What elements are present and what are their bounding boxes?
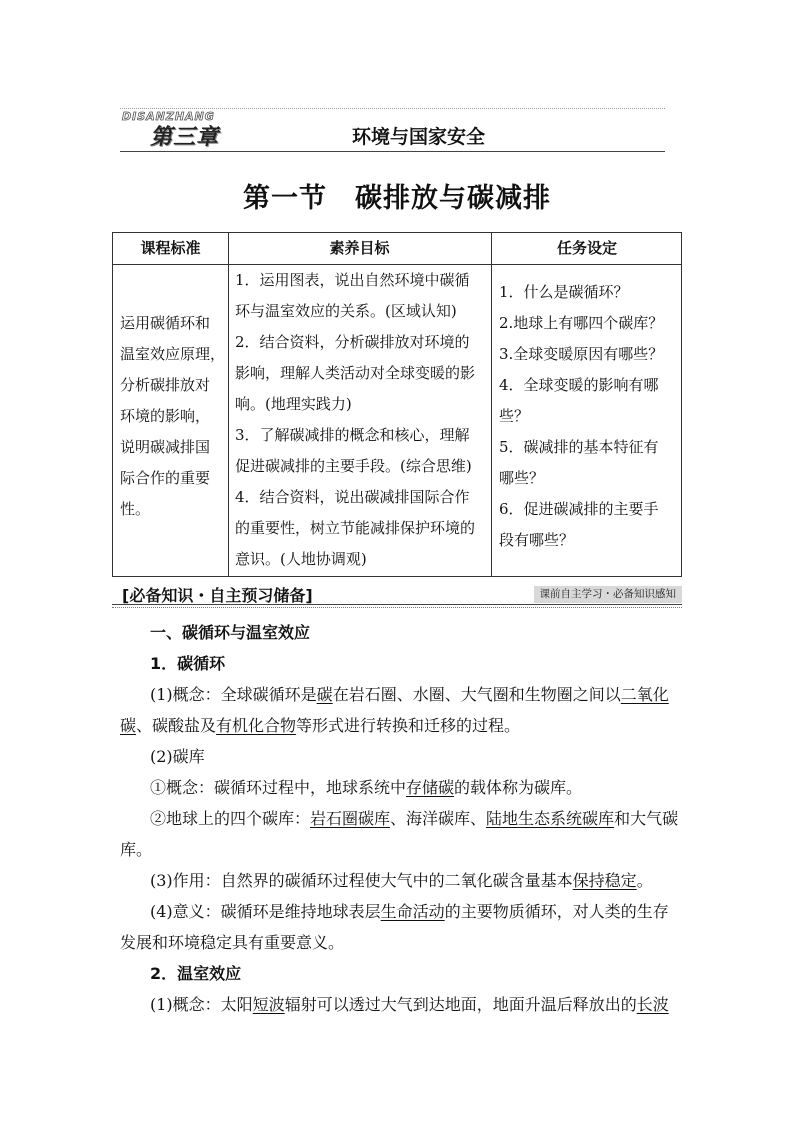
table-cell-tasks: 1．什么是碳循环？ 2.地球上有哪四个碳库？ 3.全球变暖原因有哪些？ 4．全球变暖的影响有哪 些？ 5．碳减排的基本特征有 哪些？ 6．促进碳减排的主要手 段有哪些？ [499,283,664,549]
table-header-tasks: 任务设定 [556,239,617,257]
paragraph-four-pools: ②地球上的四个碳库：岩石圈碳库、海洋碳库、陆地生态系统碳库和大气碳 库。 [120,809,679,859]
chapter-title: 环境与国家安全 [352,126,486,148]
table-header-goals: 素养目标 [329,239,390,257]
header-dotted-rule [120,108,665,109]
heading-greenhouse: 2．温室效应 [150,964,242,983]
chapter-pinyin: DISANZHANG [122,110,215,123]
paragraph-concept: (1)概念：全球碳循环是碳在岩石圈、水圈、大气圈和生物圈之间以二氧化 碳、碳酸盐及有机化合物等形式进行转换和迁移的过程。 [120,685,669,735]
table-cell-goals: 1．运用图表，说出自然环境中碳循 环与温室效应的关系。(区域认知) 2．结合资料，分析碳排放对环境的 影响，理解人类活动对全球变暖的影 响。(地理实践力) 3．了解碳减排的概念和核心，理解 促进碳减排的主要手段。(综合思维) 4．结合资料，说出碳减排国际合作 的重要性，树立节能减排保护环境的 意识。(人地协调观) [235,271,476,568]
paragraph-greenhouse-concept: (1)概念：太阳短波辐射可以透过大气到达地面，地面升温后释放出的长波 [150,995,669,1014]
heading-carbon-cycle: 1．碳循环 [150,654,226,673]
section-title: 第一节 碳排放与碳减排 [243,183,551,214]
heading-carbon-greenhouse: 一、碳循环与温室效应 [150,623,311,642]
table-cell-standard: 运用碳循环和 温室效应原理， 分析碳排放对 环境的影响， 说明碳减排国 际合作的重要 性。 [120,314,226,518]
objectives-table [112,232,682,577]
paragraph-significance: (4)意义：碳循环是维持地球表层生命活动的主要物质循环，对人类的生存 发展和环境稳定具有重要意义。 [120,902,669,952]
paragraph-carbon-pool: (2)碳库 [150,747,205,766]
table-divider [491,233,492,576]
band-tag: 课前自主学习・必备知识感知 [534,586,683,603]
table-divider [228,233,229,576]
table-header-standard: 课程标准 [140,239,201,257]
band-dotted-rule [112,607,682,608]
paragraph-pool-concept: ①概念：碳循环过程中，地球系统中存储碳的载体称为碳库。 [150,778,583,797]
paragraph-function: (3)作用：自然界的碳循环过程使大气中的二氧化碳含量基本保持稳定。 [150,871,653,890]
chapter-label: 第三章 [150,125,220,150]
header-rule [120,151,665,152]
band-rule [112,604,682,605]
band-title: [必备知识・自主预习储备] [122,586,313,605]
